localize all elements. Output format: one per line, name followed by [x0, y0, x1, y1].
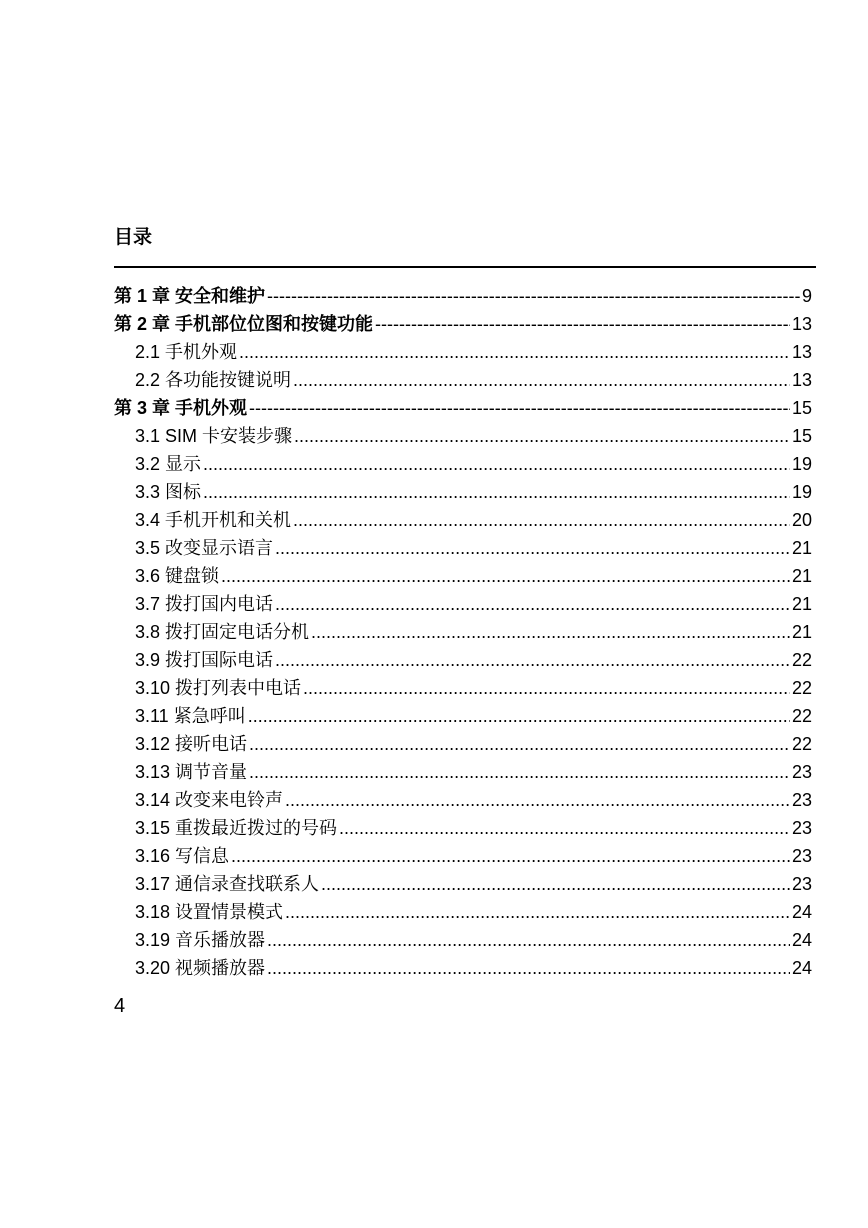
toc-leader — [203, 450, 790, 478]
toc-leader — [249, 758, 790, 786]
toc-leader — [303, 674, 790, 702]
toc-leader — [249, 730, 790, 758]
toc-entry-page[interactable]: 22 — [791, 650, 812, 670]
toc-section-entry[interactable] — [114, 674, 812, 702]
toc-leader — [221, 562, 790, 590]
toc-leader — [321, 870, 790, 898]
toc-entry-label[interactable]: 3.11 紧急呼叫 — [135, 706, 246, 726]
toc-entry-page[interactable]: 9 — [801, 286, 812, 306]
toc-section-entry[interactable] — [114, 758, 812, 786]
toc-entry-page[interactable]: 22 — [791, 678, 812, 698]
toc-entry-label[interactable]: 3.6 键盘锁 — [135, 566, 220, 586]
toc-entry-label[interactable]: 3.1 SIM 卡安装步骤 — [135, 426, 293, 446]
toc-entry-page[interactable]: 13 — [791, 314, 812, 334]
toc-entry-label[interactable]: 3.16 写信息 — [135, 846, 230, 866]
toc-section-entry[interactable] — [114, 954, 812, 982]
toc-entry-label[interactable]: 3.13 调节音量 — [135, 762, 248, 782]
toc-leader — [293, 366, 790, 394]
toc-title: 目录 — [114, 227, 153, 248]
toc-entry-label[interactable]: 3.12 接听电话 — [135, 734, 248, 754]
toc-entry-label[interactable]: 3.2 显示 — [135, 454, 202, 474]
toc-section-entry[interactable] — [114, 562, 812, 590]
page-number: 4 — [114, 995, 126, 1017]
toc-entry-label[interactable]: 3.3 图标 — [135, 482, 202, 502]
toc-list — [114, 282, 812, 982]
toc-entry-page[interactable]: 19 — [791, 482, 812, 502]
toc-entry-label[interactable]: 2.2 各功能按键说明 — [135, 370, 292, 390]
toc-entry-page[interactable]: 21 — [791, 594, 812, 614]
toc-section-entry[interactable] — [114, 478, 812, 506]
toc-section-entry[interactable] — [114, 338, 812, 366]
toc-leader — [267, 282, 800, 310]
toc-section-entry[interactable] — [114, 590, 812, 618]
toc-leader — [339, 814, 790, 842]
toc-entry-page[interactable]: 21 — [791, 538, 812, 558]
toc-section-entry[interactable] — [114, 870, 812, 898]
toc-entry-label[interactable]: 3.4 手机开机和关机 — [135, 510, 292, 530]
toc-section-entry[interactable] — [114, 450, 812, 478]
toc-entry-label[interactable]: 3.17 通信录查找联系人 — [135, 874, 320, 894]
toc-leader — [203, 478, 790, 506]
toc-leader — [285, 898, 790, 926]
toc-leader — [375, 310, 790, 338]
toc-section-entry[interactable] — [114, 842, 812, 870]
toc-leader — [311, 618, 790, 646]
toc-leader — [275, 534, 790, 562]
toc-entry-page[interactable]: 23 — [791, 846, 812, 866]
toc-section-entry[interactable] — [114, 422, 812, 450]
toc-section-entry[interactable] — [114, 814, 812, 842]
toc-leader — [293, 506, 790, 534]
toc-entry-page[interactable]: 24 — [791, 930, 812, 950]
toc-entry-label[interactable]: 3.15 重拨最近拨过的号码 — [135, 818, 338, 838]
toc-entry-label[interactable]: 3.18 设置情景模式 — [135, 902, 284, 922]
toc-leader — [249, 394, 790, 422]
toc-entry-page[interactable]: 13 — [791, 370, 812, 390]
toc-chapter-entry[interactable] — [114, 282, 812, 310]
toc-entry-page[interactable]: 22 — [791, 734, 812, 754]
toc-section-entry[interactable] — [114, 646, 812, 674]
toc-entry-label[interactable]: 第 3 章 手机外观 — [114, 398, 248, 418]
toc-entry-label[interactable]: 第 1 章 安全和维护 — [114, 286, 266, 306]
toc-chapter-entry[interactable] — [114, 394, 812, 422]
toc-entry-page[interactable]: 23 — [791, 874, 812, 894]
toc-entry-label[interactable]: 3.10 拨打列表中电话 — [135, 678, 302, 698]
toc-entry-page[interactable]: 15 — [791, 398, 812, 418]
toc-entry-page[interactable]: 20 — [791, 510, 812, 530]
toc-entry-page[interactable]: 23 — [791, 818, 812, 838]
toc-entry-page[interactable]: 13 — [791, 342, 812, 362]
toc-entry-label[interactable]: 3.14 改变来电铃声 — [135, 790, 284, 810]
toc-leader — [275, 590, 790, 618]
toc-entry-page[interactable]: 23 — [791, 762, 812, 782]
toc-section-entry[interactable] — [114, 898, 812, 926]
toc-entry-label[interactable]: 2.1 手机外观 — [135, 342, 238, 362]
toc-leader — [248, 702, 790, 730]
toc-section-entry[interactable] — [114, 786, 812, 814]
toc-entry-page[interactable]: 15 — [791, 426, 812, 446]
toc-leader — [285, 786, 790, 814]
toc-section-entry[interactable] — [114, 534, 812, 562]
toc-leader — [231, 842, 790, 870]
toc-section-entry[interactable] — [114, 702, 812, 730]
toc-section-entry[interactable] — [114, 366, 812, 394]
toc-entry-page[interactable]: 23 — [791, 790, 812, 810]
toc-leader — [239, 338, 790, 366]
toc-entry-label[interactable]: 3.7 拨打国内电话 — [135, 594, 274, 614]
title-divider — [114, 266, 816, 268]
toc-entry-page[interactable]: 21 — [791, 622, 812, 642]
toc-entry-page[interactable]: 24 — [791, 958, 812, 978]
toc-entry-label[interactable]: 3.20 视频播放器 — [135, 958, 266, 978]
toc-entry-page[interactable]: 22 — [791, 706, 812, 726]
toc-entry-label[interactable]: 3.8 拨打固定电话分机 — [135, 622, 310, 642]
toc-leader — [275, 646, 790, 674]
toc-entry-page[interactable]: 24 — [791, 902, 812, 922]
toc-entry-label[interactable]: 3.19 音乐播放器 — [135, 930, 266, 950]
toc-section-entry[interactable] — [114, 926, 812, 954]
toc-section-entry[interactable] — [114, 618, 812, 646]
toc-entry-label[interactable]: 3.9 拨打国际电话 — [135, 650, 274, 670]
toc-section-entry[interactable] — [114, 506, 812, 534]
toc-leader — [294, 422, 790, 450]
toc-entry-page[interactable]: 21 — [791, 566, 812, 586]
toc-leader — [267, 954, 790, 982]
toc-section-entry[interactable] — [114, 730, 812, 758]
toc-entry-label[interactable]: 第 2 章 手机部位位图和按键功能 — [114, 314, 374, 334]
toc-entry-label[interactable]: 3.5 改变显示语言 — [135, 538, 274, 558]
toc-leader — [267, 926, 790, 954]
toc-chapter-entry[interactable] — [114, 310, 812, 338]
toc-entry-page[interactable]: 19 — [791, 454, 812, 474]
